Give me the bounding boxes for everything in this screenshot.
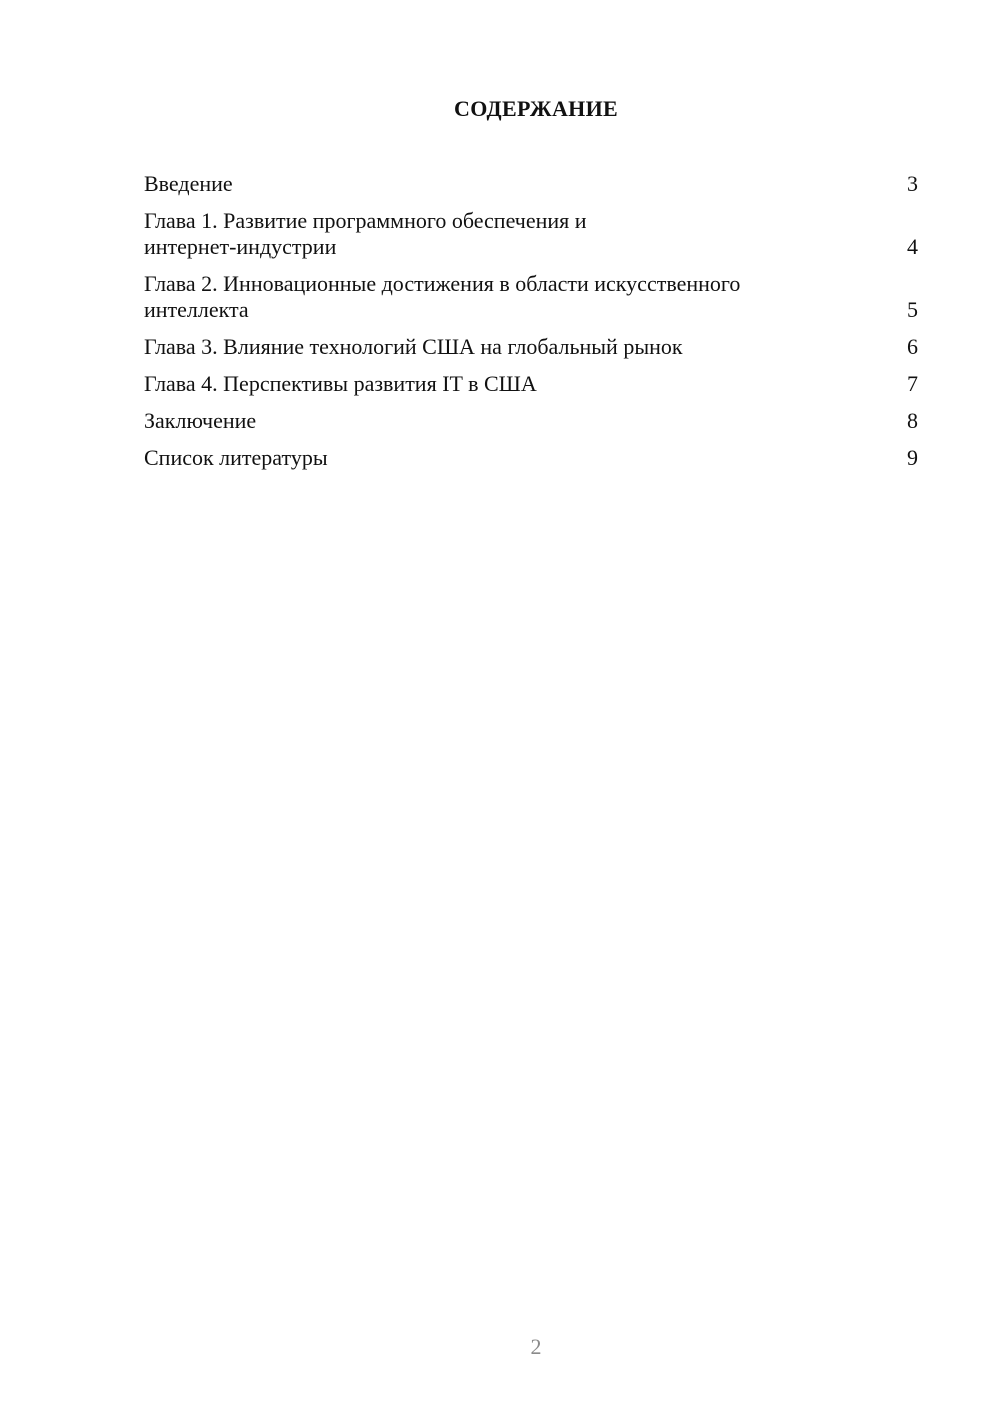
toc-entry-chapter-4[interactable] (144, 371, 920, 397)
toc-entry-page: 9 (907, 445, 918, 470)
toc-entry-introduction[interactable] (144, 171, 920, 197)
toc-entry-text: Введение (144, 171, 233, 196)
toc-entry-chapter-1[interactable] (144, 208, 920, 260)
toc-entry-text: Заключение (144, 408, 257, 433)
toc-entry-page: 4 (907, 234, 918, 259)
page-title: СОДЕРЖАНИЕ (454, 96, 618, 121)
toc-entry-page: 3 (907, 171, 918, 196)
toc-entry-text: Глава 2. Инновационные достижения в области искусственного интеллекта (144, 271, 741, 322)
toc-entry-chapter-2[interactable] (144, 271, 920, 323)
toc-entry-page: 7 (907, 371, 918, 396)
toc-entry-text: Глава 3. Влияние технологий США на глобальный рынок (144, 334, 683, 359)
toc-entry-conclusion[interactable] (144, 408, 920, 434)
toc-entry-references[interactable] (144, 445, 920, 471)
toc-entry-text: Глава 4. Перспективы развития IT в США (144, 371, 537, 396)
toc-entry-page: 8 (907, 408, 918, 433)
page-number: 2 (530, 1334, 542, 1359)
toc-entry-chapter-3[interactable] (144, 334, 920, 360)
toc-entry-page: 6 (907, 334, 918, 359)
toc-entry-text: Глава 1. Развитие программного обеспечения и интернет-индустрии (144, 208, 587, 259)
toc-entry-text: Список литературы (144, 445, 328, 470)
table-of-contents (144, 171, 920, 482)
toc-entry-page: 5 (907, 297, 918, 322)
